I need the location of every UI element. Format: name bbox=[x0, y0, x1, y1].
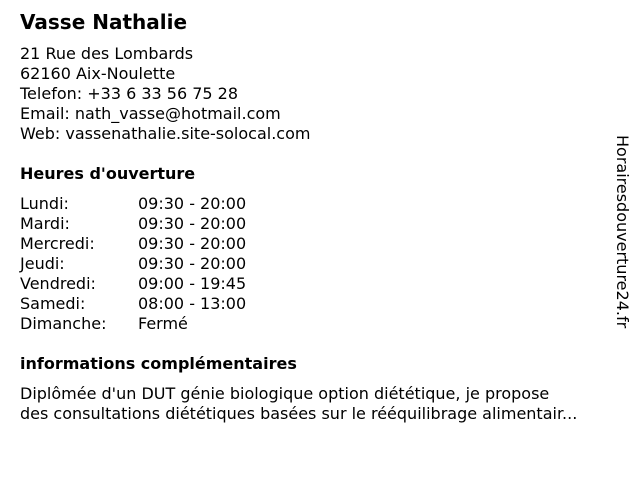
info-line: Diplômée d'un DUT génie biologique option diététique, je propose bbox=[20, 384, 550, 403]
info-title: informations complémentaires bbox=[20, 354, 297, 373]
time-range: 09:00 - 19:45 bbox=[138, 274, 247, 293]
address-street: 21 Rue des Lombards bbox=[20, 44, 194, 63]
email-address: Email: nath_vasse@hotmail.com bbox=[20, 104, 281, 123]
day-label: Mardi: bbox=[20, 214, 70, 233]
day-label: Mercredi: bbox=[20, 234, 95, 253]
brand-watermark: Horairesdouverture24.fr bbox=[613, 135, 632, 329]
time-range: 09:30 - 20:00 bbox=[138, 234, 247, 253]
hours-row-mercredi bbox=[20, 234, 246, 254]
day-label: Samedi: bbox=[20, 294, 86, 313]
time-range: 09:30 - 20:00 bbox=[138, 254, 247, 273]
day-label: Lundi: bbox=[20, 194, 69, 213]
hours-title: Heures d'ouverture bbox=[20, 164, 196, 183]
website: Web: vassenathalie.site-solocal.com bbox=[20, 124, 311, 143]
time-range: 09:30 - 20:00 bbox=[138, 214, 247, 233]
hours-row-vendredi bbox=[20, 274, 246, 294]
hours-row-samedi bbox=[20, 294, 246, 314]
day-label: Dimanche: bbox=[20, 314, 107, 333]
day-label: Vendredi: bbox=[20, 274, 96, 293]
info-description bbox=[20, 384, 630, 424]
hours-row-mardi bbox=[20, 214, 246, 234]
business-name: Vasse Nathalie bbox=[20, 10, 188, 34]
info-line: des consultations diététiques basées sur le rééquilibrage alimentair... bbox=[20, 404, 578, 423]
hours-row-lundi bbox=[20, 194, 246, 214]
time-range: 08:00 - 13:00 bbox=[138, 294, 247, 313]
hours-table bbox=[20, 194, 246, 334]
time-range: 09:30 - 20:00 bbox=[138, 194, 247, 213]
contact-block bbox=[20, 44, 310, 144]
hours-row-dimanche bbox=[20, 314, 246, 334]
address-city: 62160 Aix-Noulette bbox=[20, 64, 176, 83]
phone-number: Telefon: +33 6 33 56 75 28 bbox=[20, 84, 239, 103]
hours-row-jeudi bbox=[20, 254, 246, 274]
time-range: Fermé bbox=[138, 314, 188, 333]
day-label: Jeudi: bbox=[20, 254, 65, 273]
